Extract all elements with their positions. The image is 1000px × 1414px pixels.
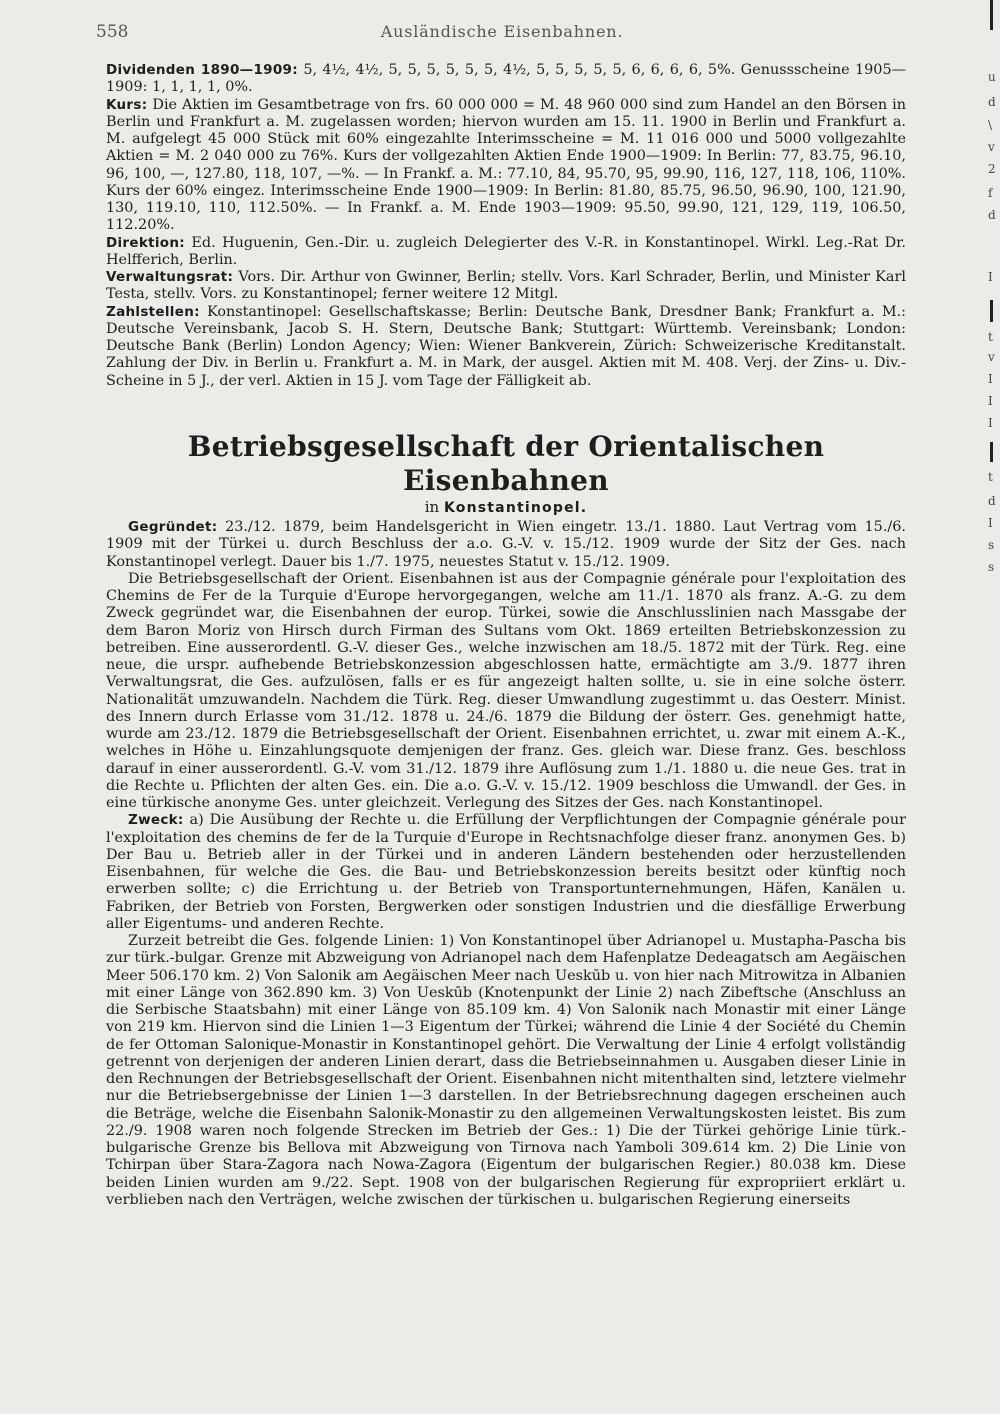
margin-mark: d bbox=[988, 95, 996, 109]
zweck-paragraph bbox=[106, 812, 906, 933]
direktion-paragraph bbox=[106, 235, 906, 270]
previous-company-section bbox=[106, 62, 906, 390]
dividends-paragraph bbox=[106, 62, 906, 97]
margin-rule bbox=[990, 0, 993, 30]
margin-mark: d bbox=[988, 494, 996, 508]
page-number: 558 bbox=[96, 22, 129, 42]
kurs-paragraph bbox=[106, 97, 906, 235]
dividends-label: Dividenden 1890—1909: bbox=[106, 62, 298, 78]
running-title: Ausländische Eisenbahnen. bbox=[380, 22, 624, 41]
zahlstellen-label: Zahlstellen: bbox=[106, 303, 200, 320]
verwaltungsrat-paragraph bbox=[106, 269, 906, 304]
gegruendet-text: 23./12. 1879, beim Handelsgericht in Wien eingetr. 13./1. 1880. Laut Vertrag vom 15./6. 1909 mit der Türkei u. durch Beschluss der a.o. G.-V. v. 15./12. 1909 wurde der Sitz der Ges. nach Konstantinopel verlegt. Dauer bis 1./7. 1975, neuestes Statut v. 15./12. 1909. bbox=[106, 519, 906, 570]
zahlstellen-paragraph bbox=[106, 304, 906, 390]
location-prefix: in bbox=[424, 498, 440, 516]
direktion-text: Ed. Huguenin, Gen.-Dir. u. zugleich Delegierter des V.-R. in Konstantinopel. Wirkl. Leg.-Rat Dr. Helfferich, Berlin. bbox=[106, 234, 906, 268]
lines-paragraph: Zurzeit betreibt die Ges. folgende Linien: 1) Von Konstantinopel über Adrianopel u. Mustapha-Pascha bis zur türk.-bulgar. Grenze mit Abzweigung von Adrianopel nach dem Hafenplatze Dedeagatsch am Aegäischen Meer 506.170 km. 2) Von Salonik am Aegäischen Meer nach Ueskūb u. von hier nach Mitrowitza in Albanien mit einer Länge von 362.890 km. 3) Von Ueskūb (Knotenpunkt der Linie 2) nach Zibeftsche (Anschluss an die Serbische Staatsbahn) mit einer Länge von 85.109 km. 4) Von Salonik nach Monastir mit einer Länge von 219 km. Hiervon sind die Linien 1—3 Eigentum der Türkei; während die Linie 4 der Société du Chemin de fer Ottoman Salonique-Monastir in Konstantinopel gehört. Die Verwaltung der Linie 4 erfolgt vollständig getrennt von derjenigen der anderen Linien derart, dass die Betriebseinnahmen u. Ausgaben dieser Linie in den Rechnungen der Betriebsgesellschaft der Orient. Eisenbahnen nicht mitenthalten sind, letztere vielmehr nur die Betriebsergebnisse der Linien 1—3 darstellen. In der Betriebsrechnung dagegen erscheinen auch die Beträge, welche die Eisenbahn Salonik-Monastir zu den allgemeinen Verwaltungskosten leistet. Bis zum 22./9. 1908 waren noch folgende Strecken im Betrieb der Ges.: 1) Die der Türkei gehörige Linie türk.-bulgarische Grenze bis Bellova mit Abzweigung von Tirnova nach Yamboli 309.614 km. 2) Die Linie von Tchirpan über Stara-Zagora nach Nowa-Zagora (Eigentum der bulgarischen Regier.) 80.038 km. Diese beiden Linien wurden am 9./22. Sept. 1908 von der bulgarischen Regierung für expropriiert erklärt u. verblieben nach den Verträgen, welche zwischen der türkischen u. bulgarischen Regierung einerseits bbox=[106, 933, 906, 1208]
margin-mark: I bbox=[988, 372, 993, 386]
page-header bbox=[96, 22, 908, 46]
margin-mark: t bbox=[988, 330, 993, 344]
company-location bbox=[106, 498, 906, 517]
gegruendet-paragraph bbox=[106, 519, 906, 571]
verwaltungsrat-text: Vors. Dir. Arthur von Gwinner, Berlin; stellv. Vors. Karl Schrader, Berlin, und Minister Karl Testa, stellv. Vors. zu Konstantinopel; ferner weitere 12 Mitgl. bbox=[106, 269, 906, 303]
margin-mark: f bbox=[988, 186, 993, 200]
margin-mark: v bbox=[988, 140, 995, 154]
verwaltungsrat-label: Verwaltungsrat: bbox=[106, 269, 234, 285]
history-paragraph: Die Betriebsgesellschaft der Orient. Eisenbahnen ist aus der Compagnie générale pour l'exploitation des Chemins de Fer de la Turquie d'Europe hervorgegangen, welche am 11./1. 1870 als franz. A.-G. zu dem Zweck gegründet war, die Eisenbahnen der europ. Türkei, sowie die Anschlusslinien nach Massgabe der dem Baron Moriz von Hirsch durch Firman des Sultans vom Okt. 1869 erteilten Betriebskonzession zu betreiben. Eine ausserordentl. G.-V. dieser Ges., welche inzwischen am 18./5. 1872 mit der Türk. Reg. eine neue, die urspr. aufhebende Betriebskonzession abgeschlossen hatte, ermächtigte am 3./9. 1877 ihren Verwaltungsrat, die Ges. aufzulösen, falls er es für angezeigt halten sollte, u. sie in eine solche österr. Nationalität umzuwandeln. Nachdem die Türk. Reg. dieser Umwandlung zugestimmt u. das Oesterr. Minist. des Innern durch Erlasse vom 31./12. 1878 u. 24./6. 1879 die Bildung der österr. Ges. genehmigt hatte, wurde am 23./12. 1879 die Betriebsgesellschaft der Orient. Eisenbahnen errichtet, u. zwar mit einem A.-K., welches in Höhe u. Einzahlungsquote demjenigen der franz. Ges. gleich war. Diese franz. Ges. beschloss darauf in einer ausserordentl. G.-V. vom 31./12. 1879 ihre Auflösung zum 1./1. 1880 u. die neue Ges. trat in die Rechte u. Pflichten der alten Ges. ein. Die a.o. G.-V. v. 15./12. 1909 beschloss die Umwandl. der Ges. in eine türkische anonyme Ges. unter gleichzeit. Verlegung des Sitzes der Ges. nach Konstantinopel. bbox=[106, 570, 906, 811]
zahlstellen-text: Konstantinopel: Gesellschaftskasse; Berlin: Deutsche Bank, Dresdner Bank; Frankfurt a. M.: Deutsche Vereinsbank, Jacob S. H. Stern, Deutsche Bank; Stuttgart: Württemb. Vereinsbank; London: Deutsche Bank (Berlin) London Agency; Wien: Wiener Bankverein, Zürich: Schweizerische Kreditanstalt. Zahlung der Div. in Berlin u. Frankfurt a. M. in Mark, der ausgel. Aktien mit M. 408. Verj. der Zins- u. Div.-Scheine in 5 J., der verl. Aktien in 15 J. vom Tage der Fälligkeit ab. bbox=[106, 303, 906, 389]
kurs-label: Kurs: bbox=[106, 96, 148, 113]
company-title: Betriebsgesellschaft der Orientalischen Eisenbahnen bbox=[187, 430, 825, 497]
location-city: Konstantinopel. bbox=[443, 500, 588, 516]
margin-mark: I bbox=[988, 416, 993, 430]
company-entry bbox=[106, 430, 906, 1209]
margin-mark: s bbox=[988, 538, 995, 552]
margin-mark: d bbox=[988, 208, 996, 222]
zweck-label: Zweck: bbox=[128, 812, 184, 829]
kurs-text: Die Aktien im Gesamtbetrage von frs. 60 000 000 = M. 48 960 000 sind zum Handel an den Börsen in Berlin und Frankfurt a. M. zugelassen worden; hiervon wurden am 15. 11. 1900 in Berlin und Frankfurt a. M. aufgelegt 45 000 Stück mit 60% eingezahlte Interimsscheine = M. 11 016 000 und 5000 vollgezahlte Aktien = M. 2 040 000 zu 76%. Kurs der vollgezahlten Aktien Ende 1900—1909: In Berlin: 77, 83.75, 96.10, 96, 100, —, 127.80, 118, 107, —%. — In Frankf. a. M.: 77.10, 84, 95.70, 95, 99.90, 116, 127, 118, 106, 110%. Kurs der 60% eingez. Interimsscheine Ende 1900—1909: In Berlin: 81.80, 85.75, 96.50, 96.90, 100, 121.90, 130, 119.10, 110, 112.50%. — In Frankf. a. M. Ende 1903—1909: 95.50, 99.90, 121, 129, 119, 106.50, 112.20%. bbox=[106, 96, 906, 234]
margin-mark: s bbox=[988, 560, 995, 574]
margin-mark: u bbox=[988, 70, 996, 84]
margin-mark: t bbox=[988, 470, 993, 484]
margin-mark: I bbox=[988, 270, 993, 284]
dividends-text: 5, 4½, 4½, 5, 5, 5, 5, 5, 5, 4½, 5, 5, 5, 5, 5, 6, 6, 6, 6, 5%. Genussscheine 1905—1909: 1, 1, 1, 1, 0%. bbox=[106, 62, 906, 96]
direktion-label: Direktion: bbox=[106, 234, 185, 251]
margin-mark: I bbox=[988, 394, 993, 408]
margin-mark: 2 bbox=[988, 162, 996, 176]
margin-rule bbox=[990, 300, 993, 322]
right-margin-bleed bbox=[986, 0, 1000, 1414]
gegruendet-label: Gegründet: bbox=[128, 519, 218, 535]
margin-mark: \ bbox=[988, 118, 993, 132]
margin-rule bbox=[990, 442, 993, 462]
margin-mark: I bbox=[988, 516, 993, 530]
zweck-text: a) Die Ausübung der Rechte u. die Erfüllung der Verpflichtungen der Compagnie générale pour l'exploitation des chemins de fer de la Turquie d'Europe in Rechtsnachfolge dieser franz. anonymen Ges. b) Der Bau u. Betrieb aller in der Türkei und in anderen Ländern bestehenden oder herzustellenden Eisenbahnen, für welche die Ges. die Bau- und Betriebskonzession bereits besitzt oder künftig noch erwerben sollte; c) die Errichtung u. der Betrieb von Transportunternehmungen, Häfen, Kanälen u. Fabriken, der Betrieb von Forsten, Bergwerken oder sonstigen Industrien und die diesfällige Erwerbung aller Eigentums- und anderen Rechte. bbox=[106, 812, 906, 932]
margin-mark: v bbox=[988, 350, 995, 364]
